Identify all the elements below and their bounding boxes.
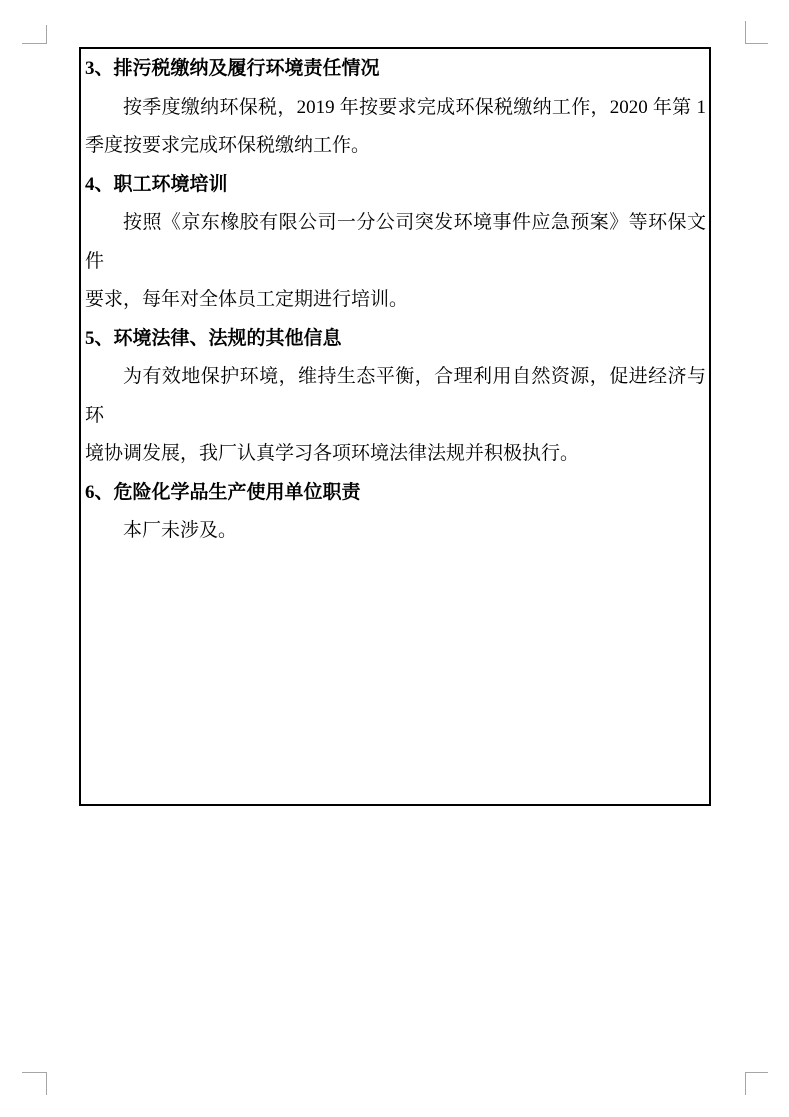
section-heading-4: 4、职工环境培训 [85,173,228,195]
paragraph-line: 按季度缴纳环保税，2019 年按要求完成环保税缴纳工作，2020 年第 1 [123,96,706,118]
paragraph-line: 为有效地保护环境，维持生态平衡，合理利用自然资源，促进经济与环 [85,366,706,426]
paragraph-line: 季度按要求完成环保税缴纳工作。 [85,135,371,156]
crop-mark-bottom-left [22,1072,47,1095]
paragraph-line: 境协调发展，我厂认真学习各项环境法律法规并积极执行。 [85,443,580,464]
crop-mark-top-right [745,21,768,44]
crop-mark-bottom-right [745,1072,768,1095]
section-heading-3: 3、排污税缴纳及履行环境责任情况 [85,58,380,79]
section-heading-5: 5、环境法律、法规的其他信息 [85,327,342,349]
paragraph-line: 本厂未涉及。 [123,520,238,541]
paragraph-line: 要求，每年对全体员工定期进行培训。 [85,289,409,310]
paragraph-line: 按照《京东橡胶有限公司一分公司突发环境事件应急预案》等环保文件 [85,212,706,272]
section-heading-6: 6、危险化学品生产使用单位职责 [85,481,361,503]
crop-mark-top-left [22,25,47,44]
content-box [79,47,711,806]
